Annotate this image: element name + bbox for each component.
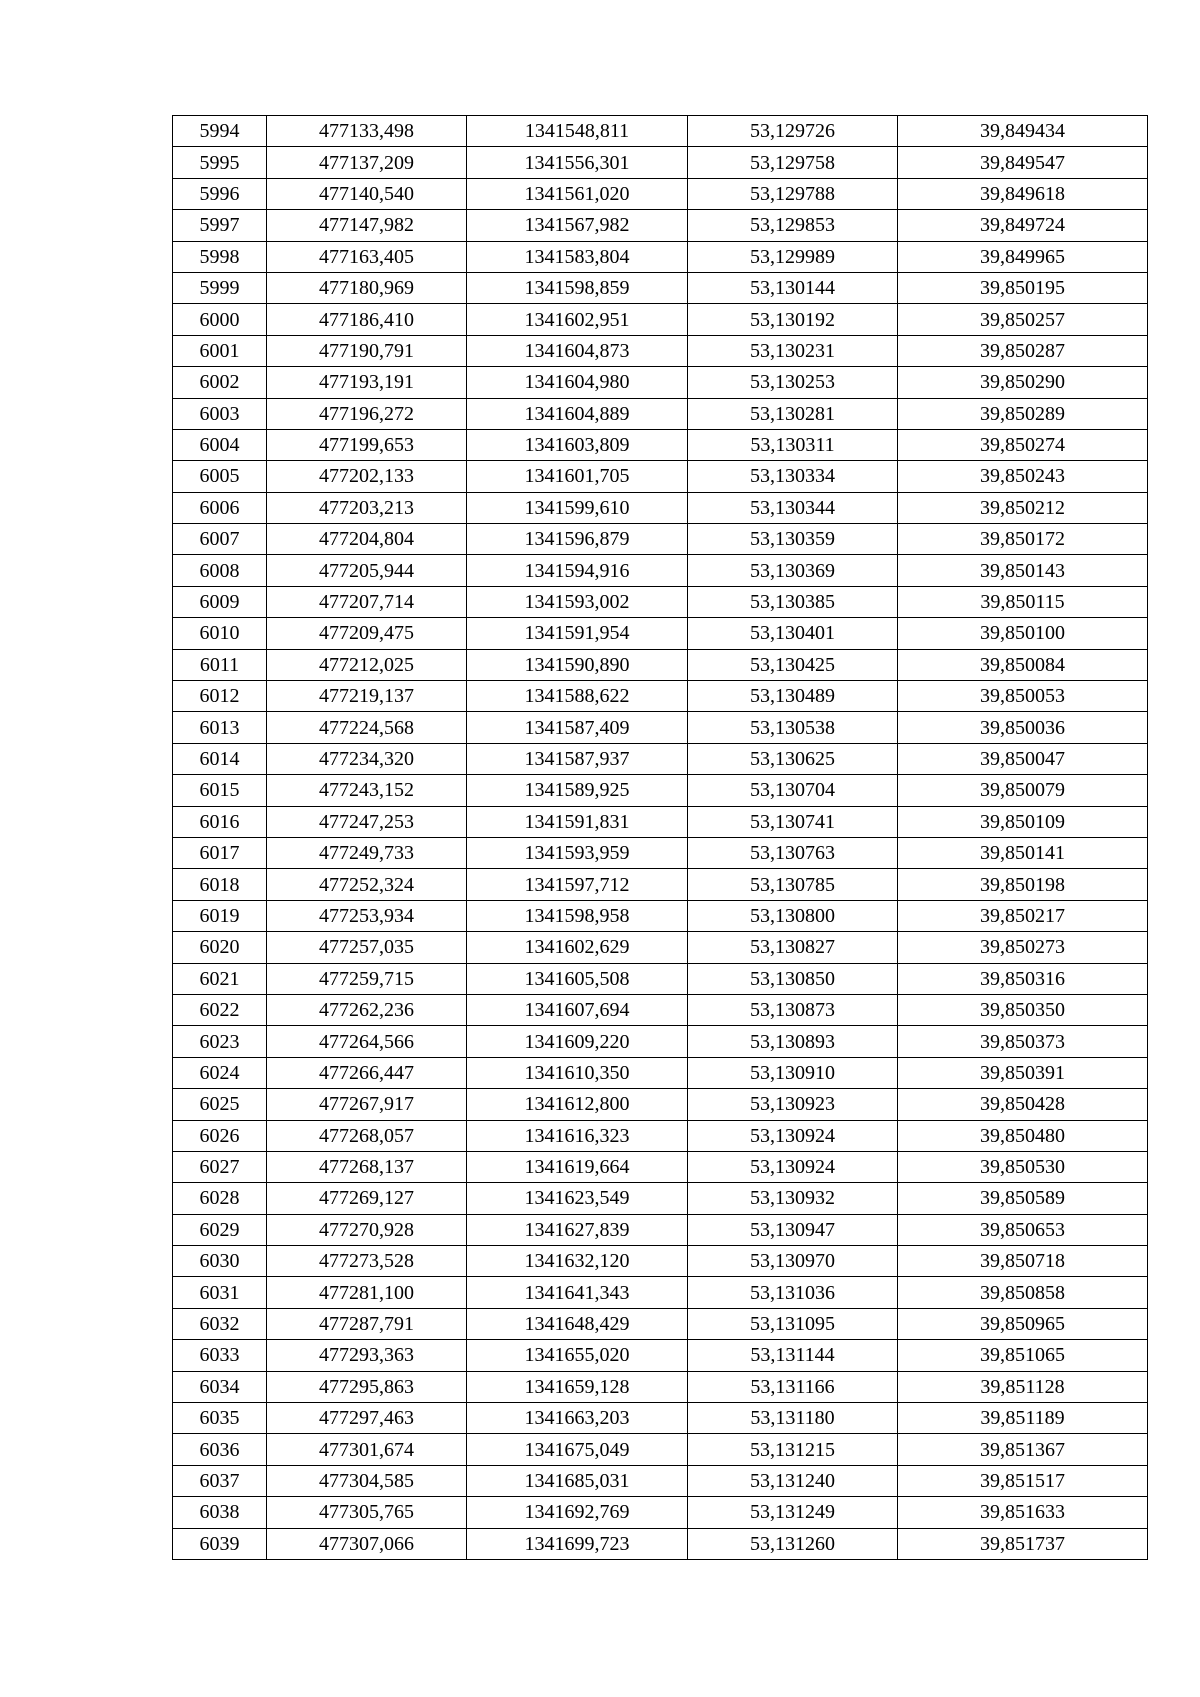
table-row: [173, 1151, 1148, 1182]
y-coordinate-cell: 1341659,128: [467, 1371, 688, 1402]
longitude-cell: 39,851367: [898, 1434, 1148, 1465]
point-number-cell: 6000: [173, 304, 267, 335]
point-number-cell: 6001: [173, 335, 267, 366]
table-row: [173, 1214, 1148, 1245]
latitude-cell: 53,130947: [688, 1214, 898, 1245]
x-coordinate-cell: 477295,863: [267, 1371, 467, 1402]
x-coordinate-cell: 477243,152: [267, 775, 467, 806]
longitude-cell: 39,849434: [898, 116, 1148, 147]
table-row: [173, 1371, 1148, 1402]
table-row: [173, 1057, 1148, 1088]
x-coordinate-cell: 477268,137: [267, 1151, 467, 1182]
point-number-cell: 6004: [173, 429, 267, 460]
x-coordinate-cell: 477219,137: [267, 681, 467, 712]
longitude-cell: 39,850198: [898, 869, 1148, 900]
x-coordinate-cell: 477193,191: [267, 367, 467, 398]
y-coordinate-cell: 1341567,982: [467, 210, 688, 241]
latitude-cell: 53,129758: [688, 147, 898, 178]
longitude-cell: 39,850718: [898, 1246, 1148, 1277]
table-row: [173, 1120, 1148, 1151]
latitude-cell: 53,130385: [688, 586, 898, 617]
latitude-cell: 53,130924: [688, 1151, 898, 1182]
table-row: [173, 178, 1148, 209]
x-coordinate-cell: 477305,765: [267, 1497, 467, 1528]
latitude-cell: 53,130850: [688, 963, 898, 994]
y-coordinate-cell: 1341632,120: [467, 1246, 688, 1277]
table-row: [173, 147, 1148, 178]
table-row: [173, 1465, 1148, 1496]
x-coordinate-cell: 477207,714: [267, 586, 467, 617]
table-row: [173, 524, 1148, 555]
x-coordinate-cell: 477199,653: [267, 429, 467, 460]
x-coordinate-cell: 477147,982: [267, 210, 467, 241]
y-coordinate-cell: 1341594,916: [467, 555, 688, 586]
y-coordinate-cell: 1341598,859: [467, 272, 688, 303]
x-coordinate-cell: 477163,405: [267, 241, 467, 272]
point-number-cell: 6016: [173, 806, 267, 837]
y-coordinate-cell: 1341556,301: [467, 147, 688, 178]
longitude-cell: 39,850290: [898, 367, 1148, 398]
y-coordinate-cell: 1341604,980: [467, 367, 688, 398]
latitude-cell: 53,131144: [688, 1340, 898, 1371]
longitude-cell: 39,850143: [898, 555, 1148, 586]
longitude-cell: 39,850079: [898, 775, 1148, 806]
point-number-cell: 6005: [173, 461, 267, 492]
y-coordinate-cell: 1341599,610: [467, 492, 688, 523]
x-coordinate-cell: 477196,272: [267, 398, 467, 429]
table-row: [173, 1026, 1148, 1057]
table-row: [173, 618, 1148, 649]
latitude-cell: 53,130369: [688, 555, 898, 586]
longitude-cell: 39,850084: [898, 649, 1148, 680]
latitude-cell: 53,130231: [688, 335, 898, 366]
y-coordinate-cell: 1341561,020: [467, 178, 688, 209]
x-coordinate-cell: 477270,928: [267, 1214, 467, 1245]
y-coordinate-cell: 1341597,712: [467, 869, 688, 900]
table-row: [173, 335, 1148, 366]
longitude-cell: 39,850653: [898, 1214, 1148, 1245]
longitude-cell: 39,850428: [898, 1089, 1148, 1120]
x-coordinate-cell: 477297,463: [267, 1403, 467, 1434]
longitude-cell: 39,849965: [898, 241, 1148, 272]
table-row: [173, 775, 1148, 806]
point-number-cell: 5997: [173, 210, 267, 241]
longitude-cell: 39,851633: [898, 1497, 1148, 1528]
longitude-cell: 39,850141: [898, 837, 1148, 868]
y-coordinate-cell: 1341655,020: [467, 1340, 688, 1371]
table-row: [173, 900, 1148, 931]
table-row: [173, 1497, 1148, 1528]
point-number-cell: 6021: [173, 963, 267, 994]
table-row: [173, 272, 1148, 303]
point-number-cell: 6019: [173, 900, 267, 931]
y-coordinate-cell: 1341583,804: [467, 241, 688, 272]
point-number-cell: 6002: [173, 367, 267, 398]
table-row: [173, 1340, 1148, 1371]
longitude-cell: 39,850289: [898, 398, 1148, 429]
longitude-cell: 39,850036: [898, 712, 1148, 743]
table-row: [173, 210, 1148, 241]
table-row: [173, 1183, 1148, 1214]
point-number-cell: 5999: [173, 272, 267, 303]
x-coordinate-cell: 477268,057: [267, 1120, 467, 1151]
point-number-cell: 6013: [173, 712, 267, 743]
x-coordinate-cell: 477180,969: [267, 272, 467, 303]
longitude-cell: 39,850053: [898, 681, 1148, 712]
latitude-cell: 53,130425: [688, 649, 898, 680]
point-number-cell: 6028: [173, 1183, 267, 1214]
latitude-cell: 53,130970: [688, 1246, 898, 1277]
longitude-cell: 39,850589: [898, 1183, 1148, 1214]
longitude-cell: 39,849724: [898, 210, 1148, 241]
x-coordinate-cell: 477281,100: [267, 1277, 467, 1308]
longitude-cell: 39,850373: [898, 1026, 1148, 1057]
y-coordinate-cell: 1341607,694: [467, 994, 688, 1025]
point-number-cell: 6029: [173, 1214, 267, 1245]
latitude-cell: 53,130538: [688, 712, 898, 743]
x-coordinate-cell: 477262,236: [267, 994, 467, 1025]
y-coordinate-cell: 1341590,890: [467, 649, 688, 680]
table-row: [173, 241, 1148, 272]
latitude-cell: 53,131260: [688, 1528, 898, 1559]
y-coordinate-cell: 1341602,629: [467, 932, 688, 963]
point-number-cell: 6009: [173, 586, 267, 617]
x-coordinate-cell: 477307,066: [267, 1528, 467, 1559]
y-coordinate-cell: 1341589,925: [467, 775, 688, 806]
latitude-cell: 53,130923: [688, 1089, 898, 1120]
y-coordinate-cell: 1341623,549: [467, 1183, 688, 1214]
y-coordinate-cell: 1341602,951: [467, 304, 688, 335]
table-row: [173, 1277, 1148, 1308]
y-coordinate-cell: 1341641,343: [467, 1277, 688, 1308]
latitude-cell: 53,129726: [688, 116, 898, 147]
x-coordinate-cell: 477269,127: [267, 1183, 467, 1214]
x-coordinate-cell: 477252,324: [267, 869, 467, 900]
y-coordinate-cell: 1341609,220: [467, 1026, 688, 1057]
x-coordinate-cell: 477203,213: [267, 492, 467, 523]
point-number-cell: 6014: [173, 743, 267, 774]
y-coordinate-cell: 1341587,409: [467, 712, 688, 743]
point-number-cell: 6036: [173, 1434, 267, 1465]
latitude-cell: 53,131036: [688, 1277, 898, 1308]
x-coordinate-cell: 477190,791: [267, 335, 467, 366]
longitude-cell: 39,850115: [898, 586, 1148, 617]
x-coordinate-cell: 477186,410: [267, 304, 467, 335]
table-row: [173, 461, 1148, 492]
point-number-cell: 5996: [173, 178, 267, 209]
longitude-cell: 39,850109: [898, 806, 1148, 837]
table-row: [173, 1246, 1148, 1277]
longitude-cell: 39,850047: [898, 743, 1148, 774]
table-row: [173, 837, 1148, 868]
longitude-cell: 39,851065: [898, 1340, 1148, 1371]
x-coordinate-cell: 477137,209: [267, 147, 467, 178]
y-coordinate-cell: 1341588,622: [467, 681, 688, 712]
y-coordinate-cell: 1341603,809: [467, 429, 688, 460]
latitude-cell: 53,131240: [688, 1465, 898, 1496]
latitude-cell: 53,130334: [688, 461, 898, 492]
latitude-cell: 53,131180: [688, 1403, 898, 1434]
latitude-cell: 53,130625: [688, 743, 898, 774]
longitude-cell: 39,850212: [898, 492, 1148, 523]
point-number-cell: 6022: [173, 994, 267, 1025]
table-row: [173, 994, 1148, 1025]
point-number-cell: 6015: [173, 775, 267, 806]
y-coordinate-cell: 1341619,664: [467, 1151, 688, 1182]
longitude-cell: 39,850965: [898, 1308, 1148, 1339]
y-coordinate-cell: 1341548,811: [467, 116, 688, 147]
longitude-cell: 39,851189: [898, 1403, 1148, 1434]
latitude-cell: 53,131215: [688, 1434, 898, 1465]
y-coordinate-cell: 1341616,323: [467, 1120, 688, 1151]
table-row: [173, 116, 1148, 147]
latitude-cell: 53,131249: [688, 1497, 898, 1528]
longitude-cell: 39,850530: [898, 1151, 1148, 1182]
longitude-cell: 39,850350: [898, 994, 1148, 1025]
y-coordinate-cell: 1341591,954: [467, 618, 688, 649]
y-coordinate-cell: 1341601,705: [467, 461, 688, 492]
x-coordinate-cell: 477133,498: [267, 116, 467, 147]
x-coordinate-cell: 477209,475: [267, 618, 467, 649]
table-row: [173, 743, 1148, 774]
longitude-cell: 39,850273: [898, 932, 1148, 963]
table-row: [173, 492, 1148, 523]
y-coordinate-cell: 1341648,429: [467, 1308, 688, 1339]
x-coordinate-cell: 477301,674: [267, 1434, 467, 1465]
x-coordinate-cell: 477304,585: [267, 1465, 467, 1496]
longitude-cell: 39,850217: [898, 900, 1148, 931]
longitude-cell: 39,850858: [898, 1277, 1148, 1308]
y-coordinate-cell: 1341604,873: [467, 335, 688, 366]
longitude-cell: 39,850172: [898, 524, 1148, 555]
longitude-cell: 39,850243: [898, 461, 1148, 492]
point-number-cell: 6008: [173, 555, 267, 586]
longitude-cell: 39,850100: [898, 618, 1148, 649]
point-number-cell: 6006: [173, 492, 267, 523]
latitude-cell: 53,130344: [688, 492, 898, 523]
table-row: [173, 367, 1148, 398]
table-row: [173, 429, 1148, 460]
longitude-cell: 39,850316: [898, 963, 1148, 994]
x-coordinate-cell: 477204,804: [267, 524, 467, 555]
longitude-cell: 39,851517: [898, 1465, 1148, 1496]
table-row: [173, 806, 1148, 837]
x-coordinate-cell: 477257,035: [267, 932, 467, 963]
point-number-cell: 6011: [173, 649, 267, 680]
latitude-cell: 53,130281: [688, 398, 898, 429]
point-number-cell: 6032: [173, 1308, 267, 1339]
latitude-cell: 53,130924: [688, 1120, 898, 1151]
longitude-cell: 39,851128: [898, 1371, 1148, 1402]
latitude-cell: 53,130873: [688, 994, 898, 1025]
latitude-cell: 53,130253: [688, 367, 898, 398]
point-number-cell: 6034: [173, 1371, 267, 1402]
x-coordinate-cell: 477259,715: [267, 963, 467, 994]
table-row: [173, 712, 1148, 743]
latitude-cell: 53,130893: [688, 1026, 898, 1057]
table-row: [173, 1403, 1148, 1434]
point-number-cell: 6007: [173, 524, 267, 555]
longitude-cell: 39,849547: [898, 147, 1148, 178]
point-number-cell: 5995: [173, 147, 267, 178]
point-number-cell: 6026: [173, 1120, 267, 1151]
x-coordinate-cell: 477205,944: [267, 555, 467, 586]
y-coordinate-cell: 1341699,723: [467, 1528, 688, 1559]
latitude-cell: 53,130785: [688, 869, 898, 900]
latitude-cell: 53,130192: [688, 304, 898, 335]
y-coordinate-cell: 1341663,203: [467, 1403, 688, 1434]
latitude-cell: 53,130827: [688, 932, 898, 963]
table-row: [173, 398, 1148, 429]
longitude-cell: 39,851737: [898, 1528, 1148, 1559]
point-number-cell: 6027: [173, 1151, 267, 1182]
latitude-cell: 53,130741: [688, 806, 898, 837]
longitude-cell: 39,850274: [898, 429, 1148, 460]
y-coordinate-cell: 1341675,049: [467, 1434, 688, 1465]
point-number-cell: 6003: [173, 398, 267, 429]
point-number-cell: 6038: [173, 1497, 267, 1528]
point-number-cell: 6035: [173, 1403, 267, 1434]
latitude-cell: 53,130800: [688, 900, 898, 931]
table-row: [173, 1528, 1148, 1559]
x-coordinate-cell: 477293,363: [267, 1340, 467, 1371]
point-number-cell: 6030: [173, 1246, 267, 1277]
longitude-cell: 39,850195: [898, 272, 1148, 303]
x-coordinate-cell: 477140,540: [267, 178, 467, 209]
x-coordinate-cell: 477224,568: [267, 712, 467, 743]
point-number-cell: 6037: [173, 1465, 267, 1496]
y-coordinate-cell: 1341593,959: [467, 837, 688, 868]
point-number-cell: 6024: [173, 1057, 267, 1088]
latitude-cell: 53,130932: [688, 1183, 898, 1214]
latitude-cell: 53,130401: [688, 618, 898, 649]
table-row: [173, 1089, 1148, 1120]
y-coordinate-cell: 1341596,879: [467, 524, 688, 555]
latitude-cell: 53,131166: [688, 1371, 898, 1402]
longitude-cell: 39,850287: [898, 335, 1148, 366]
latitude-cell: 53,129989: [688, 241, 898, 272]
latitude-cell: 53,130763: [688, 837, 898, 868]
coordinates-table: [172, 115, 1148, 1560]
y-coordinate-cell: 1341593,002: [467, 586, 688, 617]
point-number-cell: 6031: [173, 1277, 267, 1308]
x-coordinate-cell: 477273,528: [267, 1246, 467, 1277]
latitude-cell: 53,129788: [688, 178, 898, 209]
point-number-cell: 6010: [173, 618, 267, 649]
x-coordinate-cell: 477253,934: [267, 900, 467, 931]
table-row: [173, 932, 1148, 963]
x-coordinate-cell: 477264,566: [267, 1026, 467, 1057]
table-row: [173, 586, 1148, 617]
latitude-cell: 53,130359: [688, 524, 898, 555]
latitude-cell: 53,131095: [688, 1308, 898, 1339]
x-coordinate-cell: 477249,733: [267, 837, 467, 868]
longitude-cell: 39,849618: [898, 178, 1148, 209]
y-coordinate-cell: 1341627,839: [467, 1214, 688, 1245]
y-coordinate-cell: 1341598,958: [467, 900, 688, 931]
x-coordinate-cell: 477212,025: [267, 649, 467, 680]
table-row: [173, 555, 1148, 586]
latitude-cell: 53,130910: [688, 1057, 898, 1088]
y-coordinate-cell: 1341605,508: [467, 963, 688, 994]
point-number-cell: 5994: [173, 116, 267, 147]
point-number-cell: 6039: [173, 1528, 267, 1559]
coordinates-table-body: [173, 116, 1148, 1560]
x-coordinate-cell: 477267,917: [267, 1089, 467, 1120]
longitude-cell: 39,850257: [898, 304, 1148, 335]
y-coordinate-cell: 1341610,350: [467, 1057, 688, 1088]
table-row: [173, 1434, 1148, 1465]
table-row: [173, 304, 1148, 335]
y-coordinate-cell: 1341612,800: [467, 1089, 688, 1120]
x-coordinate-cell: 477287,791: [267, 1308, 467, 1339]
longitude-cell: 39,850391: [898, 1057, 1148, 1088]
latitude-cell: 53,130144: [688, 272, 898, 303]
y-coordinate-cell: 1341587,937: [467, 743, 688, 774]
table-row: [173, 649, 1148, 680]
x-coordinate-cell: 477202,133: [267, 461, 467, 492]
y-coordinate-cell: 1341591,831: [467, 806, 688, 837]
longitude-cell: 39,850480: [898, 1120, 1148, 1151]
point-number-cell: 6020: [173, 932, 267, 963]
x-coordinate-cell: 477247,253: [267, 806, 467, 837]
y-coordinate-cell: 1341692,769: [467, 1497, 688, 1528]
latitude-cell: 53,130489: [688, 681, 898, 712]
point-number-cell: 6023: [173, 1026, 267, 1057]
point-number-cell: 6017: [173, 837, 267, 868]
table-row: [173, 681, 1148, 712]
table-row: [173, 963, 1148, 994]
point-number-cell: 5998: [173, 241, 267, 272]
latitude-cell: 53,129853: [688, 210, 898, 241]
x-coordinate-cell: 477266,447: [267, 1057, 467, 1088]
y-coordinate-cell: 1341604,889: [467, 398, 688, 429]
point-number-cell: 6033: [173, 1340, 267, 1371]
point-number-cell: 6025: [173, 1089, 267, 1120]
x-coordinate-cell: 477234,320: [267, 743, 467, 774]
table-row: [173, 1308, 1148, 1339]
y-coordinate-cell: 1341685,031: [467, 1465, 688, 1496]
point-number-cell: 6012: [173, 681, 267, 712]
point-number-cell: 6018: [173, 869, 267, 900]
latitude-cell: 53,130311: [688, 429, 898, 460]
latitude-cell: 53,130704: [688, 775, 898, 806]
table-row: [173, 869, 1148, 900]
